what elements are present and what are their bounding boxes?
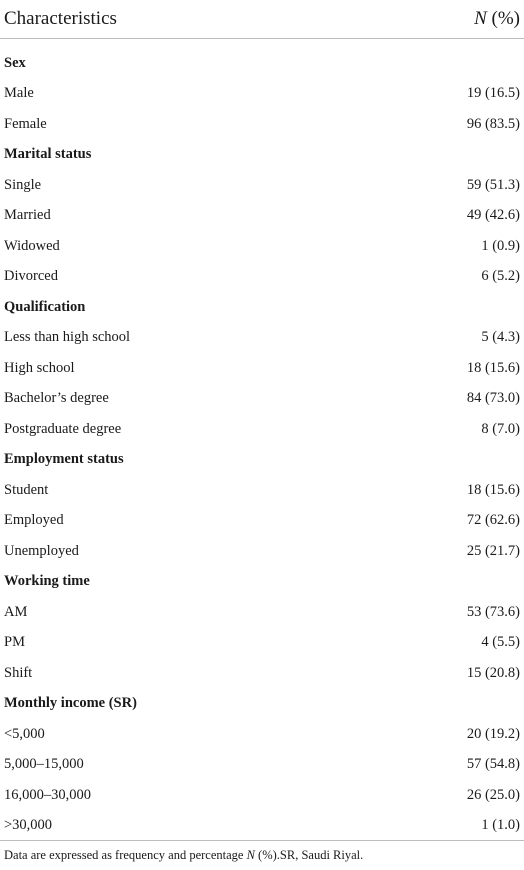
table-row [0,323,524,354]
table-row [0,811,524,842]
section-label: Qualification [4,298,86,315]
row-value: 72 (62.6) [466,512,520,529]
table-row [0,353,524,384]
row-label: Less than high school [4,329,131,346]
section-header-row [0,292,524,323]
row-value: 59 (51.3) [466,176,520,193]
percent-label: (%) [486,8,520,29]
row-label: Employed [4,512,64,529]
table-row [0,170,524,201]
header-divider [0,38,524,39]
row-value: 53 (73.6) [466,603,520,620]
footnote-n: N [246,848,255,862]
table-row [0,79,524,110]
table-row [0,384,524,415]
section-label: Working time [4,573,90,590]
row-label: Female [4,115,47,132]
row-label: Male [4,85,34,102]
row-value: 4 (5.5) [481,634,520,651]
section-label: Monthly income (SR) [4,695,137,712]
row-label: Divorced [4,268,58,285]
row-value: 96 (83.5) [466,115,520,132]
row-value: 20 (19.2) [466,725,520,742]
table-footnote [4,848,363,863]
table-row [0,536,524,567]
row-value: 26 (25.0) [466,786,520,803]
row-value: 49 (42.6) [466,207,520,224]
row-value: 6 (5.2) [481,268,520,285]
row-value: 5 (4.3) [481,329,520,346]
row-label: Married [4,207,51,224]
section-header-row [0,689,524,720]
row-value: 15 (20.8) [466,664,520,681]
row-value: 19 (16.5) [466,85,520,102]
row-label: Postgraduate degree [4,420,122,437]
table-body [0,48,524,841]
row-label: <5,000 [4,725,45,742]
table-row [0,475,524,506]
row-label: Student [4,481,49,498]
table-header [0,0,524,38]
row-label: Bachelor’s degree [4,390,109,407]
table-row [0,201,524,232]
characteristics-header: Characteristics [4,8,117,29]
row-value: 1 (1.0) [481,817,520,834]
row-value: 57 (54.8) [466,756,520,773]
section-header-row [0,48,524,79]
table-row [0,658,524,689]
table-row [0,750,524,781]
row-label: PM [4,634,25,651]
table-row [0,780,524,811]
row-value: 1 (0.9) [481,237,520,254]
table-row [0,506,524,537]
row-value: 18 (15.6) [466,481,520,498]
row-label: Single [4,176,42,193]
row-value: 18 (15.6) [466,359,520,376]
table-row [0,719,524,750]
n-percent-header [474,8,520,30]
row-label: >30,000 [4,817,53,834]
section-label: Sex [4,54,26,71]
row-label: 16,000–30,000 [4,786,91,803]
row-label: 5,000–15,000 [4,756,84,773]
row-value: 25 (21.7) [466,542,520,559]
row-label: Unemployed [4,542,79,559]
section-header-row [0,445,524,476]
row-value: 8 (7.0) [481,420,520,437]
table-row [0,628,524,659]
section-label: Marital status [4,146,92,163]
footnote-text-end: (%).SR, Saudi Riyal. [254,848,364,862]
row-label: Shift [4,664,33,681]
section-header-row [0,567,524,598]
row-label: High school [4,359,75,376]
table-row [0,231,524,262]
table-row [0,597,524,628]
footnote-text-start: Data are expressed as frequency and percentage [4,848,247,862]
n-label: N [474,8,487,29]
table-row [0,262,524,293]
section-header-row [0,140,524,171]
row-value: 84 (73.0) [466,390,520,407]
footer-divider [0,840,524,841]
row-label: AM [4,603,28,620]
table-row [0,414,524,445]
section-label: Employment status [4,451,124,468]
row-label: Widowed [4,237,60,254]
table-row [0,109,524,140]
